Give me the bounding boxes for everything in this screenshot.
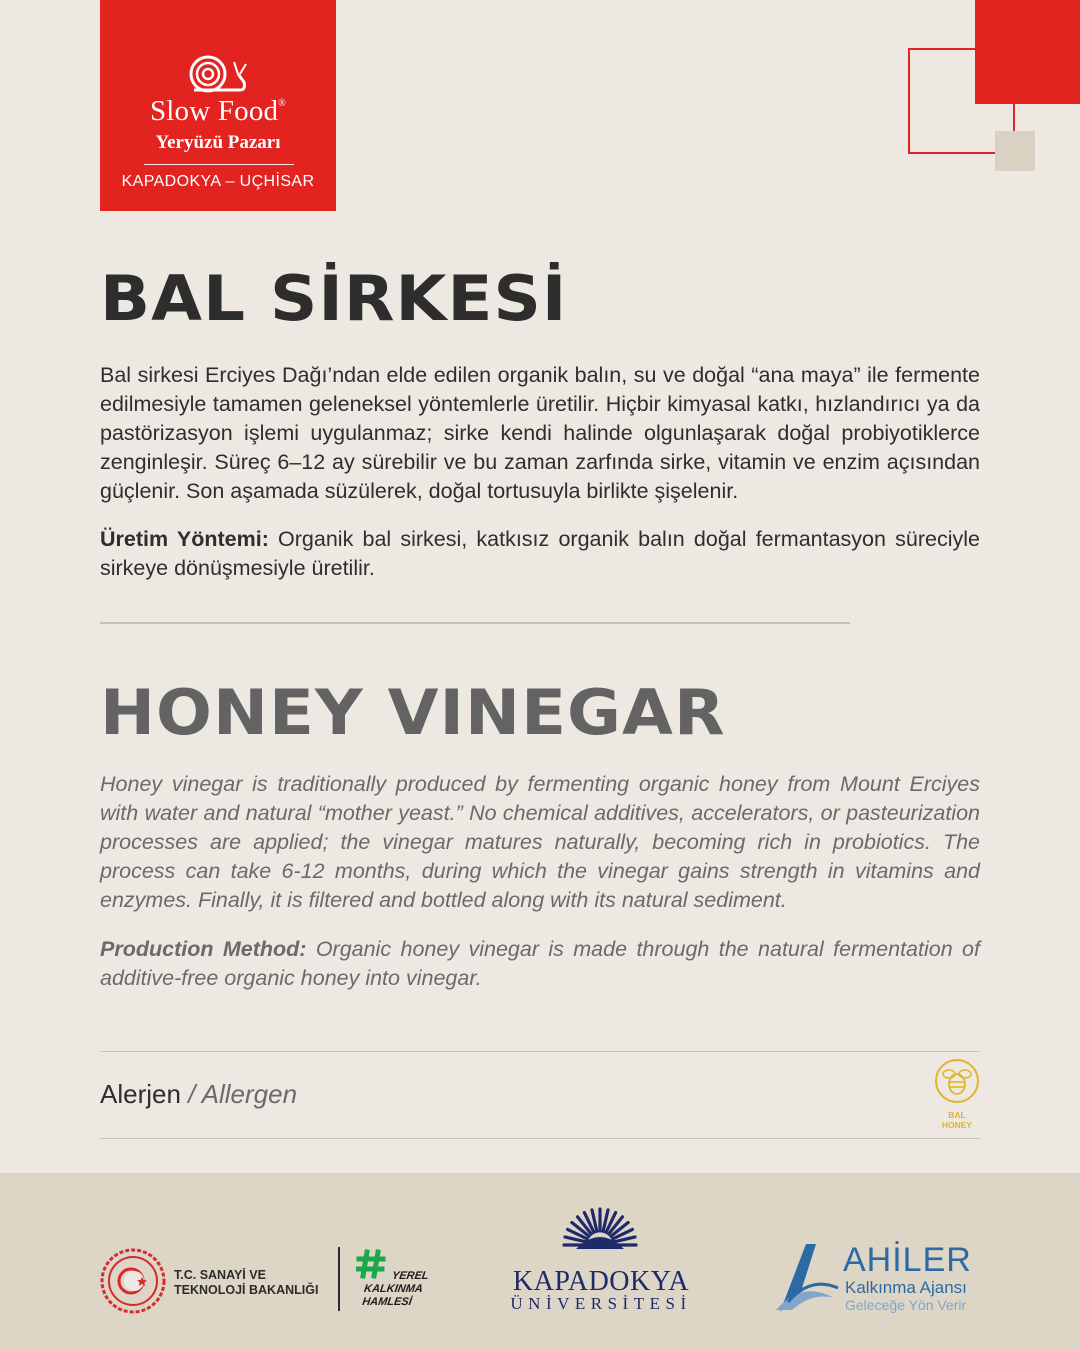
brand-subtitle: Yeryüzü Pazarı: [155, 132, 281, 153]
brand-location: KAPADOKYA – UÇHİSAR: [121, 173, 315, 190]
university-emblem-icon: [560, 1205, 640, 1267]
decorative-beige-square: [995, 131, 1035, 171]
honey-badge-line1: BAL: [948, 1110, 966, 1120]
slow-food-logo-block: [100, 0, 336, 211]
ministry-emblem-icon: [100, 1248, 166, 1314]
bee-icon: [933, 1057, 981, 1105]
brand-divider: [144, 164, 294, 165]
agency-slogan: Geleceğe Yön Verir: [845, 1297, 967, 1313]
section-divider: [100, 622, 850, 624]
footer-logo-divider: [338, 1247, 340, 1311]
description-turkish: Bal sirkesi Erciyes Dağı’ndan elde edilen organik balın, su ve doğal “ana maya” ile fermente edilmesiyle tamamen geleneksel yöntemlerle üretilir. Hiçbir kimyasal katkı, hızlandırıcı ya da pastörizasyon işlemi uygulanmaz; sirke kendi halinde olgunlaşarak doğal probiyotiklerce zenginleşir. Süreç 6–12 ay sürebilir ve bu zaman zarfında sirke, vitamin ve enzim açısından güçlenir. Son aşamada süzülerek, doğal tortusuyla birlikte şişelenir.: [100, 363, 980, 503]
snail-icon: [186, 52, 248, 94]
university-name: KAPADOKYA: [512, 1266, 690, 1297]
production-method-english: [100, 935, 980, 993]
allergen-label: Alerjen / Allergen: [100, 1079, 298, 1109]
title-english: HONEY VINEGAR: [100, 676, 726, 749]
allergen-bottom-rule: [100, 1138, 980, 1139]
university-subtitle: ÜNİVERSİTESİ: [510, 1294, 692, 1313]
yerel-kalkinma-hamlesi-text: YEREL KALKINMA HAMLESİ: [361, 1270, 430, 1308]
method-text-turkish: Organik bal sirkesi, katkısız organik balın doğal fermantasyon süreciyle sirkeye dönüşmesiyle üretilir.: [100, 527, 980, 580]
brand-name: Slow Food®: [149, 95, 287, 127]
ministry-name: T.C. SANAYİ VE TEKNOLOJİ BAKANLIĞI: [174, 1268, 319, 1297]
method-text-english: Organic honey vinegar is made through the natural fermentation of additive-free organic honey into vinegar.: [100, 937, 980, 990]
agency-name: AHİLER: [843, 1241, 972, 1279]
method-label-turkish: Üretim Yöntemi:: [100, 527, 269, 551]
ahiler-emblem-icon: [772, 1240, 842, 1316]
honey-allergen-badge: [930, 1057, 984, 1135]
agency-subtitle: Kalkınma Ajansı: [845, 1278, 967, 1297]
honey-badge-line2: HONEY: [941, 1120, 973, 1130]
allergen-top-rule: [100, 1051, 980, 1052]
description-english: Honey vinegar is traditionally produced by fermenting organic honey from Mount Erciyes with water and natural “mother yeast.” No chemical additives, accelerators, or pasteurization processes are applied; the vinegar matures naturally, becoming rich in probiotics. The process can take 6-12 months, during which the vinegar gains strength in vitamins and enzymes. Finally, it is filtered and bottled along with its natural sediment.: [100, 772, 980, 912]
method-label-english: Production Method:: [100, 937, 307, 961]
title-turkish: BAL SİRKESİ: [100, 262, 568, 335]
production-method-turkish: [100, 525, 980, 583]
